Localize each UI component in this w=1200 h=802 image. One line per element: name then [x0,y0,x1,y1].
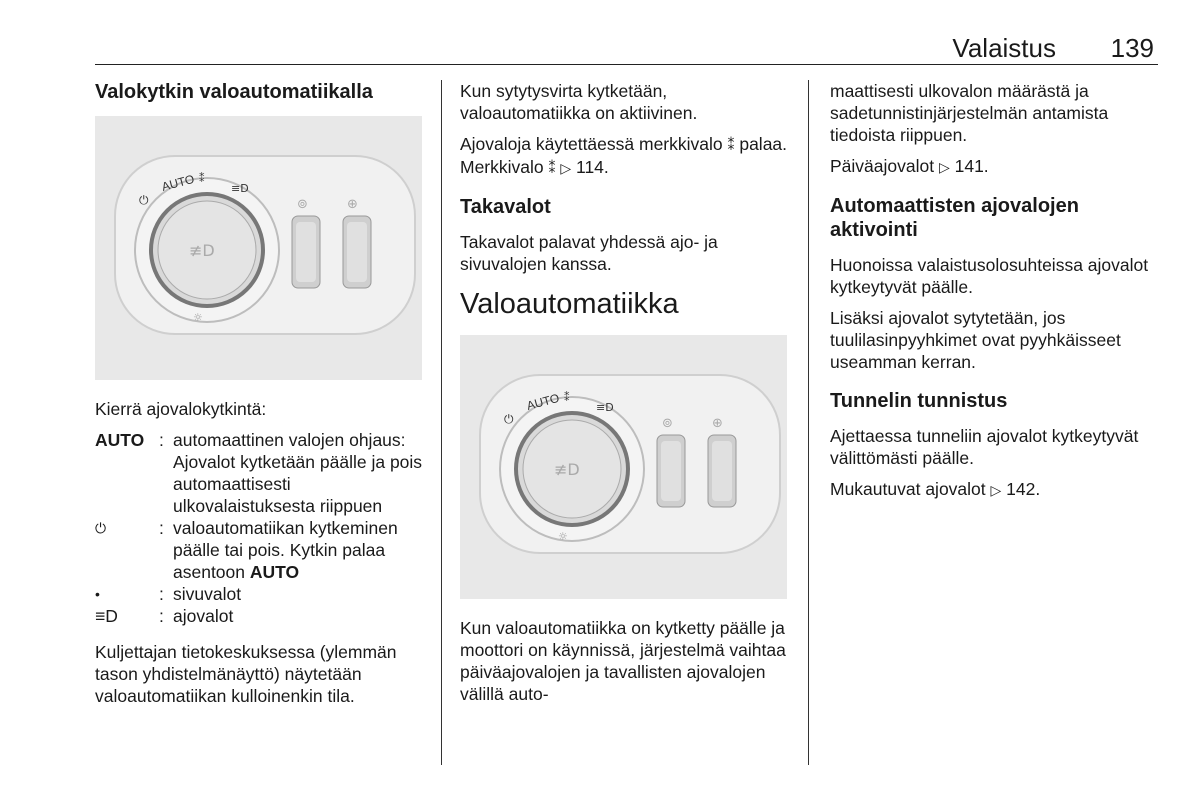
colon: : [159,518,164,538]
paragraph [460,133,790,179]
definition-desc-text: valoautomatiikan kytkeminen päälle tai pois. Kytkin palaa asentoon [173,518,398,582]
svg-text:⊚: ⊚ [297,197,308,212]
main-heading: Valoautomatiikka [460,288,679,320]
paragraph: Kuljettajan tietokeskuksessa (ylemmän tason yhdistelmänäyttö) näytetään valoautomatiikan kulloinenkin tila. [95,642,397,706]
svg-text:⊚: ⊚ [662,416,673,431]
column-3 [830,80,1160,510]
page-reference[interactable]: 141. [949,156,989,176]
paragraph [830,478,1160,501]
section-heading: Tunnelin tunnistus [830,390,1008,412]
column-divider [808,80,809,765]
instrument-light-icon: ☼ [193,311,203,324]
auto-label: AUTO [160,171,196,194]
paragraph: Kun valoautomatiikka on kytketty päälle ja moottori on käynnissä, järjestelmä vaihtaa päiväajovalojen ja tavallisten ajovalojen välillä auto- [460,618,786,704]
light-switch-figure [460,335,787,599]
power-icon: ⏻ [139,193,149,207]
definition-desc: sivuvalot [173,584,242,604]
column-1 [95,80,425,716]
colon: : [159,430,164,450]
light-switch-illustration [95,116,422,380]
page-reference[interactable]: 142. [1001,479,1041,499]
section-heading: Takavalot [460,196,551,218]
svg-text:≢D: ≢D [554,460,580,479]
svg-text:⊕: ⊕ [347,197,358,212]
paragraph: Ajettaessa tunneliin ajovalot kytkeytyvät välittömästi päälle. [830,426,1139,468]
auto-label: AUTO [525,390,561,413]
paragraph: maattisesti ulkovalon määrästä ja sadetunnistinjärjestelmän antamista tiedoista riippuen. [830,81,1109,145]
section-heading: Automaattisten ajovalojen aktivointi [830,195,1079,241]
paragraph: Takavalot palavat yhdessä ajo- ja sivuvalojen kanssa. [460,232,718,274]
definition-row [95,429,425,517]
definition-row [95,605,425,627]
definition-list [95,429,425,627]
light-switch-figure [95,116,422,380]
sidelight-icon: • [95,586,100,602]
chapter-title: Valaistus [952,33,1056,63]
definition-term: AUTO [95,430,145,450]
power-icon: ⏻ [504,412,514,426]
definition-desc [173,517,425,583]
instrument-light-icon: ☼ [558,530,568,543]
page-reference[interactable]: 114. [571,157,609,177]
headlight-icon: ≡D [231,182,249,195]
definition-desc: ajovalot [173,606,234,626]
definition-desc-bold: AUTO [249,562,300,582]
paragraph-text: Ajovaloja käytettäessä merkkivalo [460,134,728,154]
colon: : [159,606,164,626]
svg-text:≢D: ≢D [189,241,215,260]
light-switch-illustration [460,335,787,599]
column-2 [460,80,790,714]
section-heading: Valokytkin valoautomatiikalla [95,81,373,103]
paragraph: Lisäksi ajovalot sytytetään, jos tuulilasinpyyhkimet ovat pyyhkäisseet useamman kerran. [830,308,1121,372]
headlight-icon: ≡D [95,606,118,626]
sidelight-icon: ⁑ [548,160,556,176]
colon: : [159,584,164,604]
paragraph-text: Päiväajovalot [830,156,939,176]
paragraph [830,155,1160,178]
sidelight-icon: ⁑ [564,391,570,404]
definition-desc: automaattinen valojen ohjaus: Ajovalot kytketään päälle ja pois automaattisesti ulkovalaistuksesta riippuen [173,430,423,516]
power-icon: ⏻ [95,520,107,536]
page-header [95,30,1158,65]
reference-arrow-icon[interactable]: ▷ [938,159,950,175]
paragraph: Kun sytytysvirta kytketään, valoautomatiikka on aktiivinen. [460,81,698,123]
sidelight-icon: ⁑ [727,137,735,153]
reference-arrow-icon[interactable]: ▷ [560,160,572,176]
reference-arrow-icon[interactable]: ▷ [990,482,1002,498]
intro-text: Kierrä ajovalokytkintä: [95,399,267,419]
paragraph-text: Mukautuvat ajovalot [830,479,991,499]
page-number: 139 [1110,33,1154,63]
definition-row [95,517,425,583]
column-divider [441,80,442,765]
paragraph-text: palaa. Merkkivalo [460,134,788,177]
definition-row [95,583,425,605]
sidelight-icon: ⁑ [199,172,205,185]
svg-text:⊕: ⊕ [712,416,723,431]
headlight-icon: ≡D [596,401,614,414]
paragraph: Huonoissa valaistusolosuhteissa ajovalot kytkeytyvät päälle. [830,255,1149,297]
